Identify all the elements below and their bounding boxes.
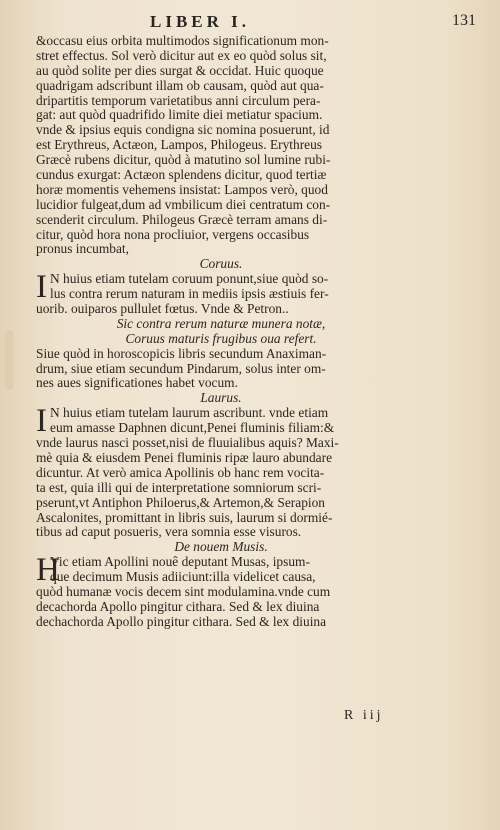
text-line: quòd humanæ vocis decem sint modulamina.vnde cum (36, 583, 331, 599)
text-line: eum amasse Daphnen dicunt,Penei fluminis filiam:& (50, 420, 335, 436)
text-line: pronus incumbat, (36, 241, 129, 257)
text-line: au quòd solite per dies surgat & occidat. Huic quoque (36, 62, 324, 78)
text-line: uorib. ouiparos pullulet fœtus. Vnde & Petron.. (36, 301, 289, 317)
text-line: N huius etiam tutelam coruum ponunt,siue quòd so- (50, 271, 329, 287)
text-line: que decimum Musis adiiciunt:illa videlicet causa, (50, 569, 316, 585)
text-line: est Erythreus, Actæon, Lampos, Philogeus. Erythreus (36, 137, 323, 153)
text-line: dechachorda Apollo pingitur cithara. Sed & lex diuina (36, 613, 327, 629)
text-line: &occasu eius orbita multimodos significationum mon- (36, 33, 329, 48)
drop-capital: I (36, 269, 47, 306)
page-header (0, 10, 500, 34)
text-line: dicuntur. At verò amica Apollinis ob hanc rem vocita- (36, 464, 325, 480)
text-line: quadrigam adscribunt illam ob causam, quòd aut qua- (36, 77, 324, 93)
section-heading-coruus: Coruus. (199, 256, 243, 272)
paragraph-musis (36, 552, 406, 629)
text-line: ta est, quia illi qui de interpretatione somniorum scri- (36, 479, 322, 495)
paragraph-laurus (36, 403, 406, 540)
text-line: cundus exurgat: Actæon splendens dicitur, quod tertiæ (36, 167, 327, 183)
text-line: Græcè rubens dicitur, quòd à matutino sol lumine rubi- (36, 152, 331, 168)
paragraph-sol (36, 34, 406, 257)
paragraph-coruus (36, 269, 406, 317)
text-line: lus contra rerum naturam in mediis ipsis æstiuis fer- (50, 286, 329, 302)
text-line: lucidior fulgeat,dum ad vmbilicum diei centratum con- (36, 196, 331, 212)
paper-stain (5, 330, 13, 390)
text-line: drum, siue etiam secundum Pindarum, solus inter om- (36, 360, 326, 376)
page-number: 131 (452, 12, 476, 29)
text-line: citur, quòd hora nona procliuior, vergens occasibus (36, 226, 310, 242)
text-line: vnde laurus nasci posset,nisi de fluuialibus aquis? Maxi- (36, 435, 339, 451)
verse-line: Sic contra rerum naturæ munera notæ, (116, 315, 326, 331)
text-line: gat: aut quòd quadrifido limite diei metiatur spacium. (36, 107, 323, 123)
text-line: pserunt,vt Antiphon Philoerus,& Artemon,& Serapion (36, 494, 325, 510)
text-line: dripartitis temporum varietatibus anni circulum pera- (36, 92, 321, 108)
text-line: stret effectus. Sol verò dicitur aut ex eo quòd solus sit, (36, 47, 327, 63)
signature-mark: R iij (344, 708, 384, 723)
verse-line: Coruus maturis frugibus oua refert. (125, 330, 317, 346)
body-text (36, 34, 406, 630)
section-heading-laurus: Laurus. (200, 390, 242, 406)
text-line: scenderit circulum. Philogeus Græcè terram amans di- (36, 211, 328, 227)
drop-capital: H (36, 552, 60, 589)
text-line: Siue quòd in horoscopicis libris secundum Anaximan- (36, 345, 327, 361)
text-line: nes aues significationes habet vocum. (36, 375, 238, 391)
drop-capital: I (36, 403, 47, 440)
text-line: decachorda Apollo pingitur cithara. Sed & lex diuina (36, 598, 320, 614)
paragraph-anaximander (36, 347, 406, 392)
text-line: horæ momentis vehemens insistat: Lampos verò, quod (36, 181, 328, 197)
running-head: LIBER I. (150, 12, 251, 31)
text-line: tibus ad caput posueris, vera somnia esse visuros. (36, 524, 302, 540)
text-line: mè quia & eiusdem Penei fluminis ripæ lauro abundare (36, 449, 333, 465)
text-line: N huius etiam tutelam laurum ascribunt. vnde etiam (50, 405, 329, 421)
text-line: vnde & ipsius equis condigna sic nomina posuerunt, id (36, 122, 330, 138)
text-line: Ascalonites, promittant in libris suis, laurum si dormié- (36, 509, 333, 525)
text-line: Vic etiam Apollini nouê deputant Musas, ipsum- (50, 554, 310, 570)
section-heading-musis: De nouem Musis. (174, 539, 268, 555)
